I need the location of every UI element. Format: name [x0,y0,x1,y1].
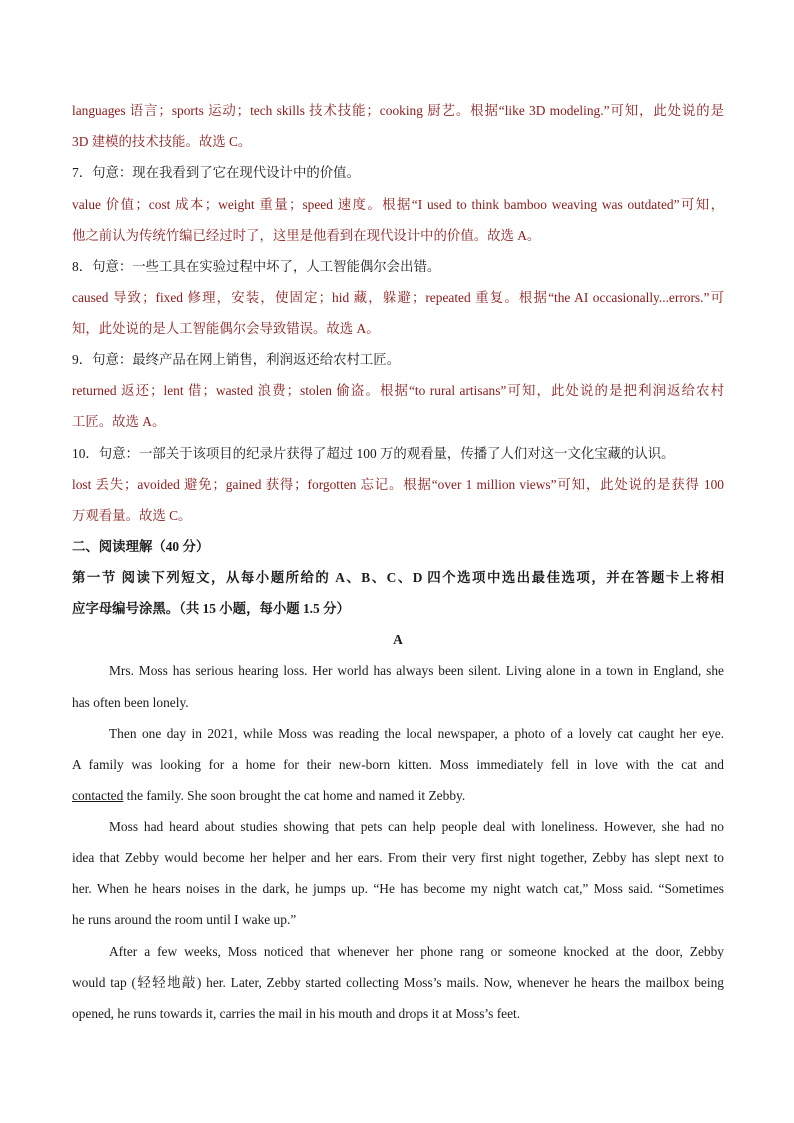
passage-text: the family. She soon brought the cat home and named it Zebby. [123,788,466,803]
explanation-line: 万观看量。故选 C。 [72,508,192,523]
explanation-line: 3D 建模的技术技能。故选 C。 [72,134,252,149]
section-instructions: 应字母编号涂黑。（共 15 小题，每小题 1.5 分） [72,601,350,616]
explanation-line: value 价值；cost 成本；weight 重量；speed 速度。根据“I used to think bamboo weaving was outdated”可知， [72,197,724,212]
underlined-word: contacted [72,788,124,803]
section-heading: 二、阅读理解（40 分） [72,539,210,554]
passage-line: Moss had heard about studies showing that pets can help people deal with loneliness. However, she had no [109,819,724,834]
passage-line: opened, he runs towards it, carries the mail in his mouth and drops it at Moss’s feet. [72,1006,521,1021]
question-9-meaning: 9．句意：最终产品在网上销售，利润返还给农村工匠。 [72,352,401,367]
question-7-meaning: 7．句意：现在我看到了它在现代设计中的价值。 [72,165,360,180]
passage-line: idea that Zebby would become her helper and her ears. From their very first night together, Zebby has slept next to [72,850,724,865]
explanation-line: 知，此处说的是人工智能偶尔会导致错误。故选 A。 [72,321,380,336]
passage-line: would tap (轻轻地敲) her. Later, Zebby started collecting Moss’s mails. Now, whenever he hears the mailbox being [72,975,724,990]
passage-label: A [393,632,403,647]
explanation-line: returned 返还；lent 借；wasted 浪费；stolen 偷盗。根据“to rural artisans”可知，此处说的是把利润返给农村 [72,383,724,398]
passage-line: Then one day in 2021, while Moss was reading the local newspaper, a photo of a lovely cat caught her eye. [109,726,724,741]
explanation-line: 他之前认为传统竹编已经过时了，这里是他看到在现代设计中的价值。故选 A。 [72,228,541,243]
passage-line: he runs around the room until I wake up.” [72,912,297,927]
explanation-line: languages 语言；sports 运动；tech skills 技术技能；cooking 厨艺。根据“like 3D modeling.”可知，此处说的是 [72,103,724,118]
passage-line: her. When he hears noises in the dark, he jumps up. “He has become my night watch cat,” Moss said. “Sometimes [72,881,724,896]
explanation-line: lost 丢失；avoided 避免；gained 获得；forgotten 忘记。根据“over 1 million views”可知，此处说的是获得 100 [72,477,724,492]
explanation-line: caused 导致；fixed 修理，安装，使固定；hid 藏，躲避；repeated 重复。根据“the AI occasionally...errors.”可 [72,290,724,305]
question-10-meaning: 10．句意：一部关于该项目的纪录片获得了超过 100 万的观看量，传播了人们对这一文化宝藏的认识。 [72,446,675,461]
passage-line: A family was looking for a home for their new-born kitten. Moss immediately fell in love with the cat and [72,757,724,772]
question-8-meaning: 8．句意：一些工具在实验过程中坏了，人工智能偶尔会出错。 [72,259,441,274]
passage-line: has often been lonely. [72,695,189,710]
passage-line: After a few weeks, Moss noticed that whenever her phone rang or someone knocked at the door, Zebby [109,944,724,959]
passage-line [72,787,465,805]
passage-line: Mrs. Moss has serious hearing loss. Her world has always been silent. Living alone in a town in England, she [109,663,724,678]
section-instructions: 第一节 阅读下列短文，从每小题所给的 A、B、C、D 四个选项中选出最佳选项，并在答题卡上将相 [72,570,724,585]
explanation-line: 工匠。故选 A。 [72,414,166,429]
